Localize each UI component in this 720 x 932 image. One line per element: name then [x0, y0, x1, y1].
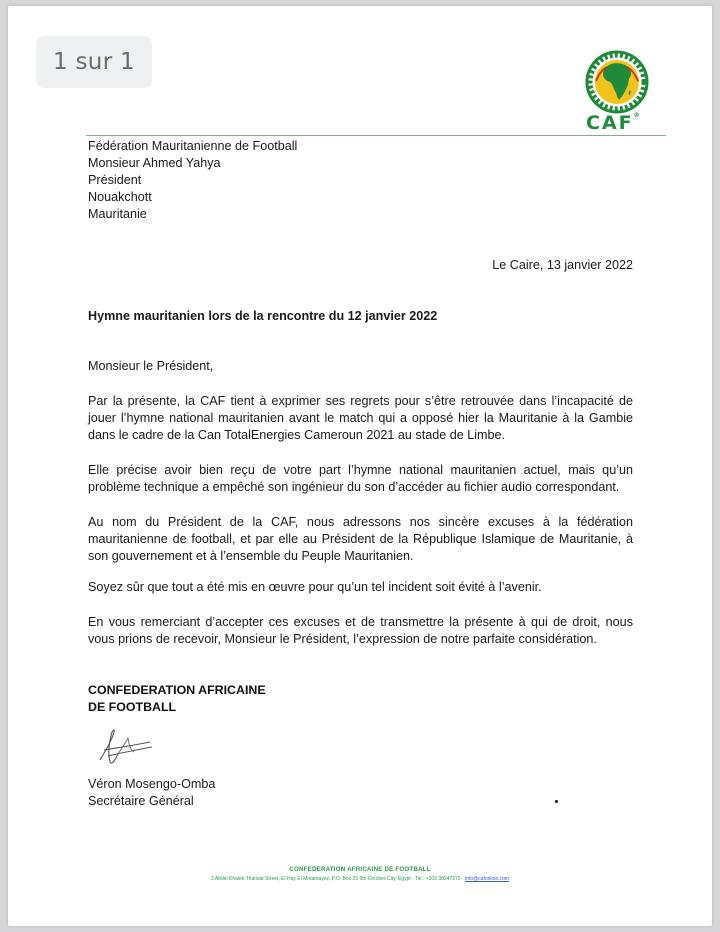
stray-dot [555, 800, 558, 803]
recipient-line: Président [88, 173, 142, 187]
signer-title: Secrétaire Général [88, 794, 194, 808]
organization-line: CONFEDERATION AFRICAINE [88, 683, 266, 697]
signer-block [88, 776, 215, 810]
handwritten-signature-icon [92, 720, 162, 774]
recipient-line: Mauritanie [88, 207, 147, 221]
footer-email-link[interactable]: info@cafonline.com [465, 876, 510, 882]
signer-name: Véron Mosengo-Omba [88, 777, 216, 791]
body-paragraph: Par la présente, la CAF tient à exprimer ses regrets pour s’être retrouvée dans l’incapacité de jouer l’hymne national mauritanien avant le match qui a opposé hier la Mauritanie à la Gambie dans le cadre de la Can TotalEnergies Cameroun 2021 au stade de Limbe. [88, 394, 633, 442]
body-paragraph: Soyez sûr que tout a été mis en œuvre pour qu’un tel incident soit évité à l’avenir. [88, 580, 542, 594]
letter-subject: Hymne mauritanien lors de la rencontre du 12 janvier 2022 [88, 309, 438, 323]
recipient-line: Fédération Mauritanienne de Football [88, 139, 298, 153]
organization-line: DE FOOTBALL [88, 700, 177, 714]
recipient-line: Monsieur Ahmed Yahya [88, 156, 221, 170]
letter-date: Le Caire, 13 janvier 2022 [492, 258, 633, 272]
recipient-address [88, 138, 633, 223]
body-paragraph: En vous remerciant d’accepter ces excuses et de transmettre la présente à qui de droit, nous vous prions de recevoir, Monsieur le Président, l’expression de notre parfaite considération. [88, 615, 633, 646]
letterhead-rule [86, 135, 666, 136]
footer-address [0, 876, 720, 882]
recipient-line: Nouakchott [88, 190, 152, 204]
caf-logo-text: CAF® [586, 112, 642, 134]
footer-address-text: 3 Abdel Khalek Tharwat Street, El Hay El Motamayez, P.O. Box 23 6th October City, Egypt - Tel.: +202 38247272 - [210, 876, 464, 882]
page-indicator: 1 sur 1 [36, 36, 152, 88]
body-paragraph: Elle précise avoir bien reçu de votre part l’hymne national mauritanien actuel, mais qu’un problème technique a empêché son ingénieur du son d’accéder au fichier audio correspondant. [88, 463, 633, 494]
salutation: Monsieur le Président, [88, 359, 214, 373]
footer-title: CONFEDERATION AFRICAINE DE FOOTBALL [289, 866, 431, 873]
closing-organization [88, 682, 266, 716]
body-paragraph: Au nom du Président de la CAF, nous adressons nos sincère excuses à la fédération mauritanienne de football, et par elle au Président de la République Islamique de Mauritanie, à son gouvernement et à l’ensemble du Peuple Mauritanien. [88, 515, 633, 563]
